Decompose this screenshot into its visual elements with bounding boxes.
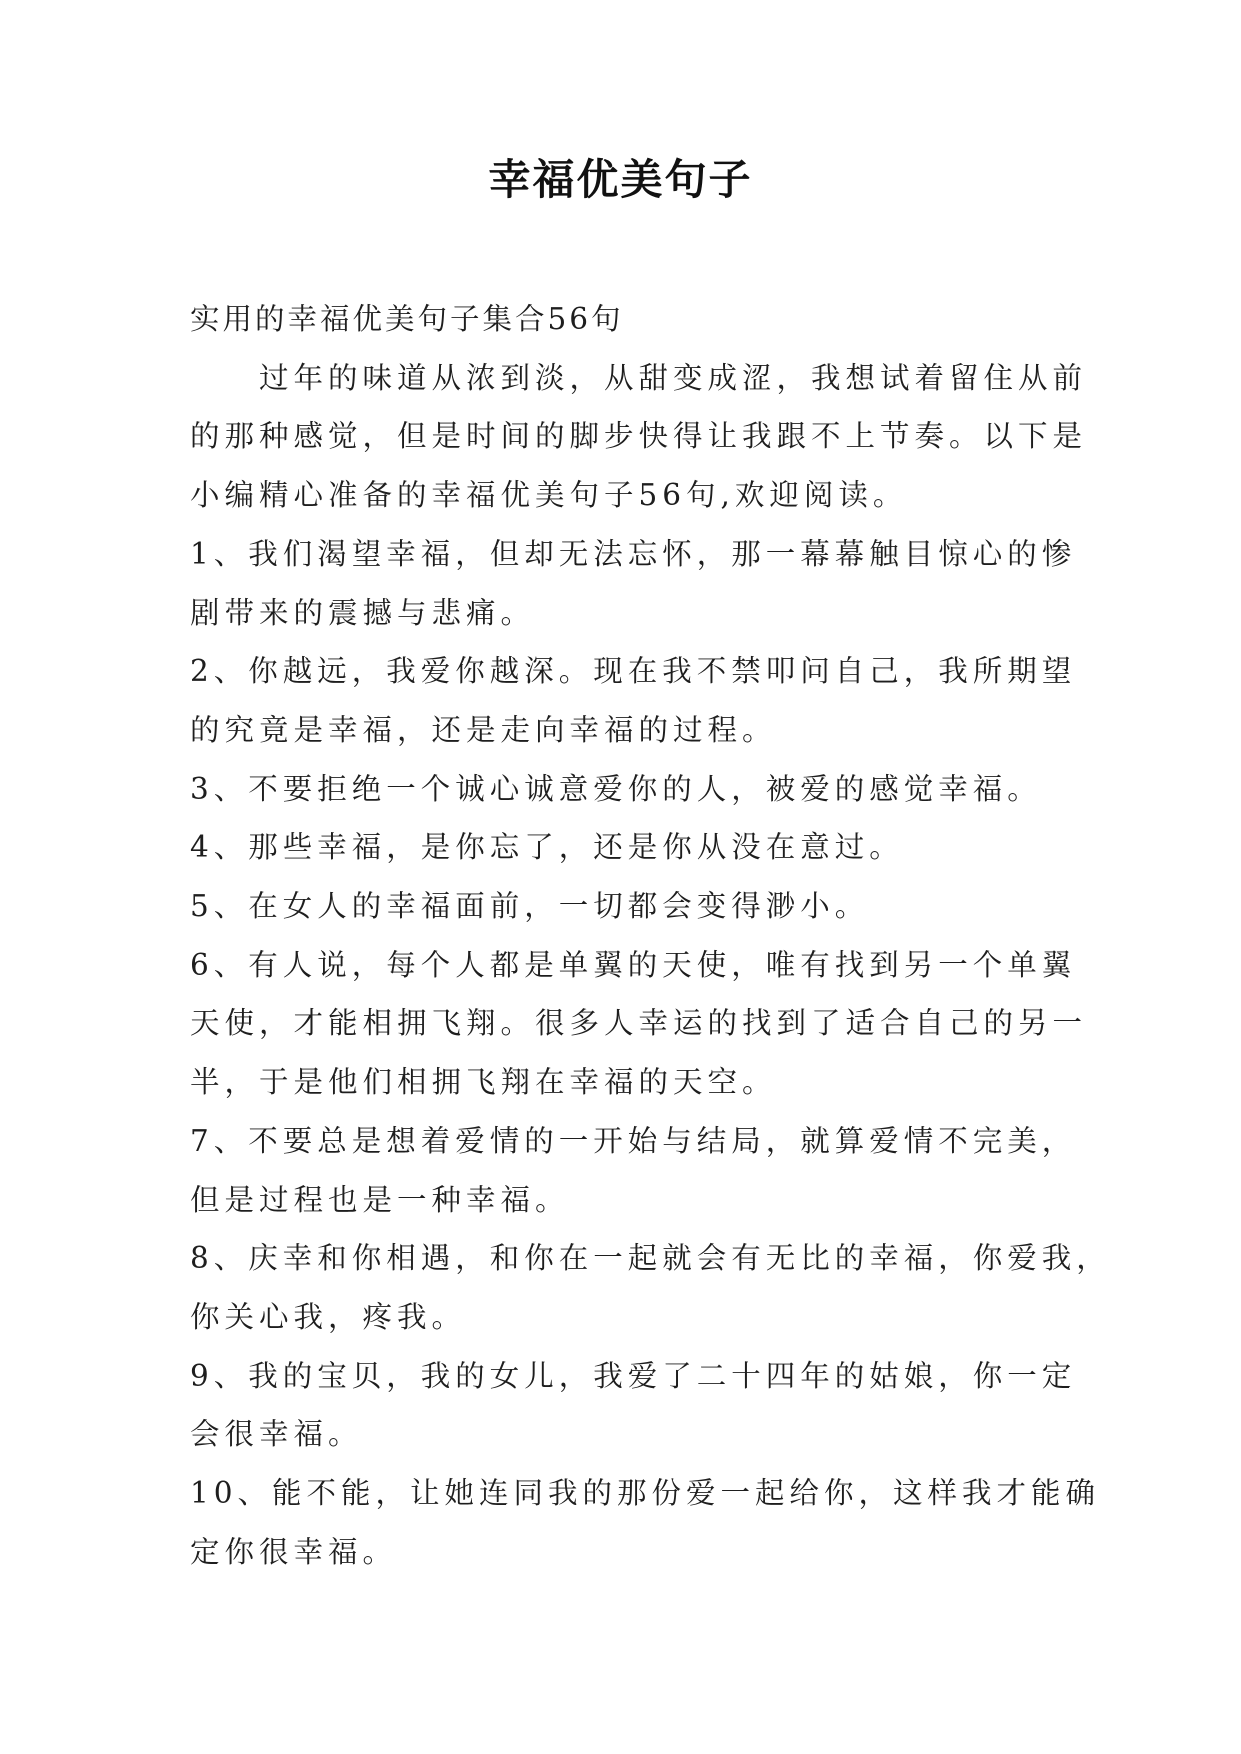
document-subtitle: 实用的幸福优美句子集合56句 bbox=[190, 302, 624, 336]
list-item-line: 1、我们渴望幸福，但却无法忘怀，那一幕幕触目惊心的惨 bbox=[190, 536, 1077, 571]
list-item-line: 8、庆幸和你相遇，和你在一起就会有无比的幸福，你爱我， bbox=[190, 1241, 1111, 1276]
document-title: 幸福优美句子 bbox=[488, 155, 753, 204]
list-item-line: 7、不要总是想着爱情的一开始与结局，就算爱情不完美， bbox=[190, 1123, 1077, 1158]
list-item bbox=[190, 1347, 1077, 1464]
list-item bbox=[190, 642, 1077, 759]
list-item-line: 的究竟是幸福，还是走向幸福的过程。 bbox=[190, 712, 777, 747]
list-item bbox=[190, 1464, 1101, 1581]
list-item-line: 半，于是他们相拥飞翔在幸福的天空。 bbox=[190, 1065, 777, 1100]
list-item-line: 定你很幸福。 bbox=[190, 1534, 398, 1569]
list-item-line: 剧带来的震撼与悲痛。 bbox=[190, 595, 536, 630]
list-item bbox=[190, 760, 1070, 819]
list-item-line: 你关心我，疼我。 bbox=[190, 1299, 467, 1334]
intro-line: 小编精心准备的幸福优美句子56句,欢迎阅读。 bbox=[190, 478, 908, 513]
intro-paragraph bbox=[190, 349, 1088, 525]
list-item-line: 但是过程也是一种幸福。 bbox=[190, 1182, 570, 1217]
list-item bbox=[190, 1229, 1111, 1346]
intro-line: 的那种感觉，但是时间的脚步快得让我跟不上节奏。以下是 bbox=[190, 419, 1088, 454]
list-item-line: 3、不要拒绝一个诚心诚意爱你的人，被爱的感觉幸福。 bbox=[190, 771, 1042, 806]
list-item-line: 会很幸福。 bbox=[190, 1417, 363, 1452]
list-item bbox=[190, 877, 1070, 936]
list-item bbox=[190, 936, 1088, 1112]
list-item bbox=[190, 1112, 1077, 1229]
list-item-line: 9、我的宝贝，我的女儿，我爱了二十四年的姑娘，你一定 bbox=[190, 1358, 1077, 1393]
list-item-line: 天使，才能相拥飞翔。很多人幸运的找到了适合自己的另一 bbox=[190, 1006, 1088, 1041]
list-item-line: 10、能不能，让她连同我的那份爱一起给你，这样我才能确 bbox=[190, 1476, 1101, 1511]
document-body bbox=[190, 290, 1111, 1581]
list-item-line: 6、有人说，每个人都是单翼的天使，唯有找到另一个单翼 bbox=[190, 947, 1077, 982]
intro-line: 过年的味道从浓到淡，从甜变成涩，我想试着留住从前 bbox=[259, 360, 1088, 395]
list-item-line: 5、在女人的幸福面前，一切都会变得渺小。 bbox=[190, 889, 870, 924]
list-item bbox=[190, 525, 1077, 642]
list-item-line: 2、你越远，我爱你越深。现在我不禁叩问自己，我所期望 bbox=[190, 654, 1077, 689]
list-item-line: 4、那些幸福，是你忘了，还是你从没在意过。 bbox=[190, 830, 904, 865]
list-item bbox=[190, 818, 1070, 877]
